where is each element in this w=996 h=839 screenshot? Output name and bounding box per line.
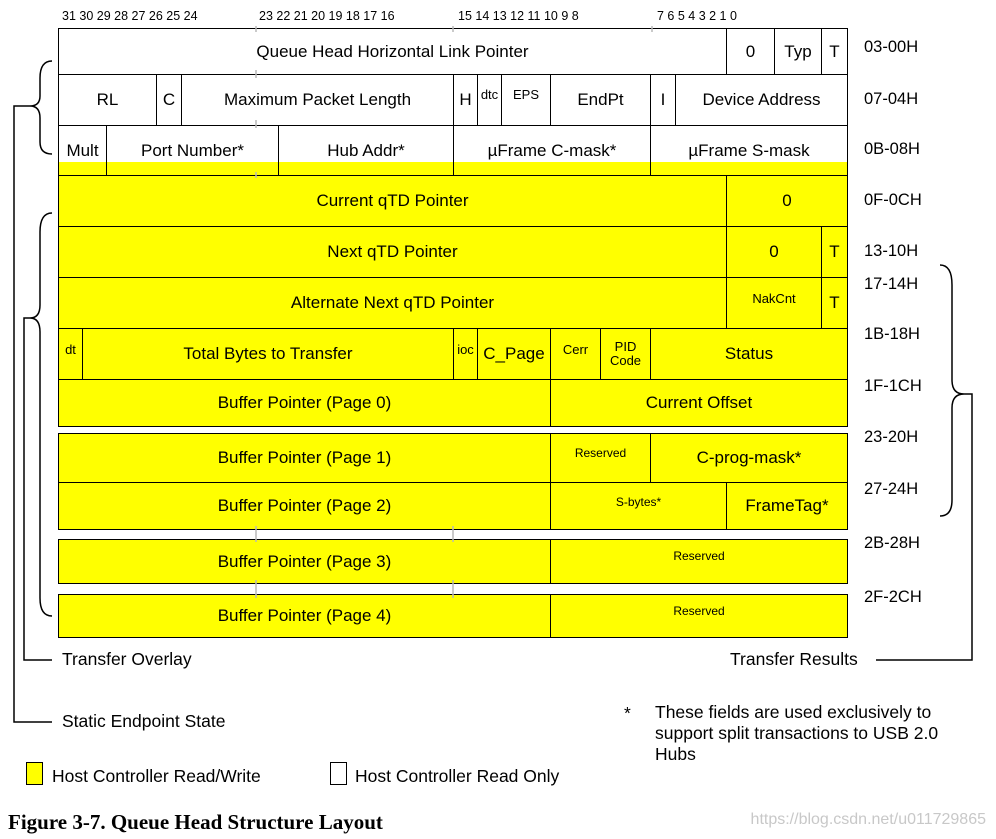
eps-field: EPS: [501, 74, 551, 126]
bit-labels-31-24: 31 30 29 28 27 26 25 24: [62, 9, 198, 23]
zero-field: 0: [726, 226, 822, 278]
buffer-pointer-page4-field: Buffer Pointer (Page 4): [58, 594, 551, 638]
offset-label: 03-00H: [864, 38, 919, 56]
figure-caption: Figure 3-7. Queue Head Structure Layout: [8, 810, 383, 834]
alternate-next-qtd-pointer-field: Alternate Next qTD Pointer: [58, 277, 727, 329]
horizontal-link-pointer-field: Queue Head Horizontal Link Pointer: [58, 28, 727, 75]
typ-field: Typ: [774, 28, 822, 75]
reserved-field: Reserved: [550, 539, 848, 584]
i-field: I: [650, 74, 676, 126]
legend-read-write-label: Host Controller Read/Write: [52, 766, 261, 786]
current-offset-field: Current Offset: [550, 379, 848, 427]
cerr-field: Cerr: [550, 328, 601, 380]
c-field: C: [156, 74, 182, 126]
bit-labels-7-0: 7 6 5 4 3 2 1 0: [657, 9, 737, 23]
endpt-field: EndPt: [550, 74, 651, 126]
bit-labels-23-16: 23 22 21 20 19 18 17 16: [259, 9, 395, 23]
rl-field: RL: [58, 74, 157, 126]
buffer-pointer-page0-field: Buffer Pointer (Page 0): [58, 379, 551, 427]
next-qtd-pointer-field: Next qTD Pointer: [58, 226, 727, 278]
dtc-field: dtc: [477, 74, 502, 126]
reserved-field: Reserved: [550, 594, 848, 638]
offset-label: 0B-08H: [864, 140, 920, 158]
buffer-pointer-page2-field: Buffer Pointer (Page 2): [58, 482, 551, 530]
zero-field: 0: [726, 28, 775, 75]
s-bytes-field: S-bytes*: [550, 482, 727, 530]
port-number-field: Port Number*: [106, 125, 279, 176]
offset-label: 1F-1CH: [864, 377, 922, 395]
buffer-pointer-page3-field: Buffer Pointer (Page 3): [58, 539, 551, 584]
offset-label: 1B-18H: [864, 325, 920, 343]
static-endpoint-state-label: Static Endpoint State: [62, 711, 226, 731]
max-packet-length-field: Maximum Packet Length: [181, 74, 454, 126]
legend-swatch-read-write: [26, 762, 43, 785]
pid-code-field: PID Code: [600, 328, 651, 380]
ioc-field: ioc: [453, 328, 478, 380]
device-address-field: Device Address: [675, 74, 848, 126]
offset-label: 13-10H: [864, 242, 919, 260]
legend-read-only-label: Host Controller Read Only: [355, 766, 560, 786]
c-prog-mask-field: C-prog-mask*: [650, 433, 848, 483]
c-page-field: C_Page: [477, 328, 551, 380]
zero-field: 0: [726, 175, 848, 227]
transfer-results-label: Transfer Results: [730, 649, 858, 669]
offset-label: 27-24H: [864, 480, 919, 498]
frametag-field: FrameTag*: [726, 482, 848, 530]
smask-field: µFrame S-mask: [650, 125, 848, 176]
footnote-star: *: [624, 703, 631, 723]
t-field: T: [821, 277, 848, 329]
status-field: Status: [650, 328, 848, 380]
total-bytes-field: Total Bytes to Transfer: [82, 328, 454, 380]
footnote-text: These fields are used exclusively to support split transactions to USB 2.0 Hubs: [655, 702, 939, 764]
legend-swatch-read-only: [330, 762, 347, 785]
hub-addr-field: Hub Addr*: [278, 125, 454, 176]
offset-label: 17-14H: [864, 275, 919, 293]
t-field: T: [821, 226, 848, 278]
offset-label: 07-04H: [864, 90, 919, 108]
offset-label: 23-20H: [864, 428, 919, 446]
dt-field: dt: [58, 328, 83, 380]
mult-field: Mult: [58, 125, 107, 176]
buffer-pointer-page1-field: Buffer Pointer (Page 1): [58, 433, 551, 483]
t-field: T: [821, 28, 848, 75]
watermark: https://blog.csdn.net/u011729865: [750, 811, 986, 828]
offset-label: 2B-28H: [864, 534, 920, 552]
cmask-field: µFrame C-mask*: [453, 125, 651, 176]
reserved-field: Reserved: [550, 433, 651, 483]
current-qtd-pointer-field: Current qTD Pointer: [58, 175, 727, 227]
bit-labels-15-8: 15 14 13 12 11 10 9 8: [458, 9, 579, 23]
transfer-overlay-label: Transfer Overlay: [62, 649, 192, 669]
offset-label: 0F-0CH: [864, 191, 922, 209]
h-field: H: [453, 74, 478, 126]
nakcnt-field: NakCnt: [726, 277, 822, 329]
offset-label: 2F-2CH: [864, 588, 922, 606]
